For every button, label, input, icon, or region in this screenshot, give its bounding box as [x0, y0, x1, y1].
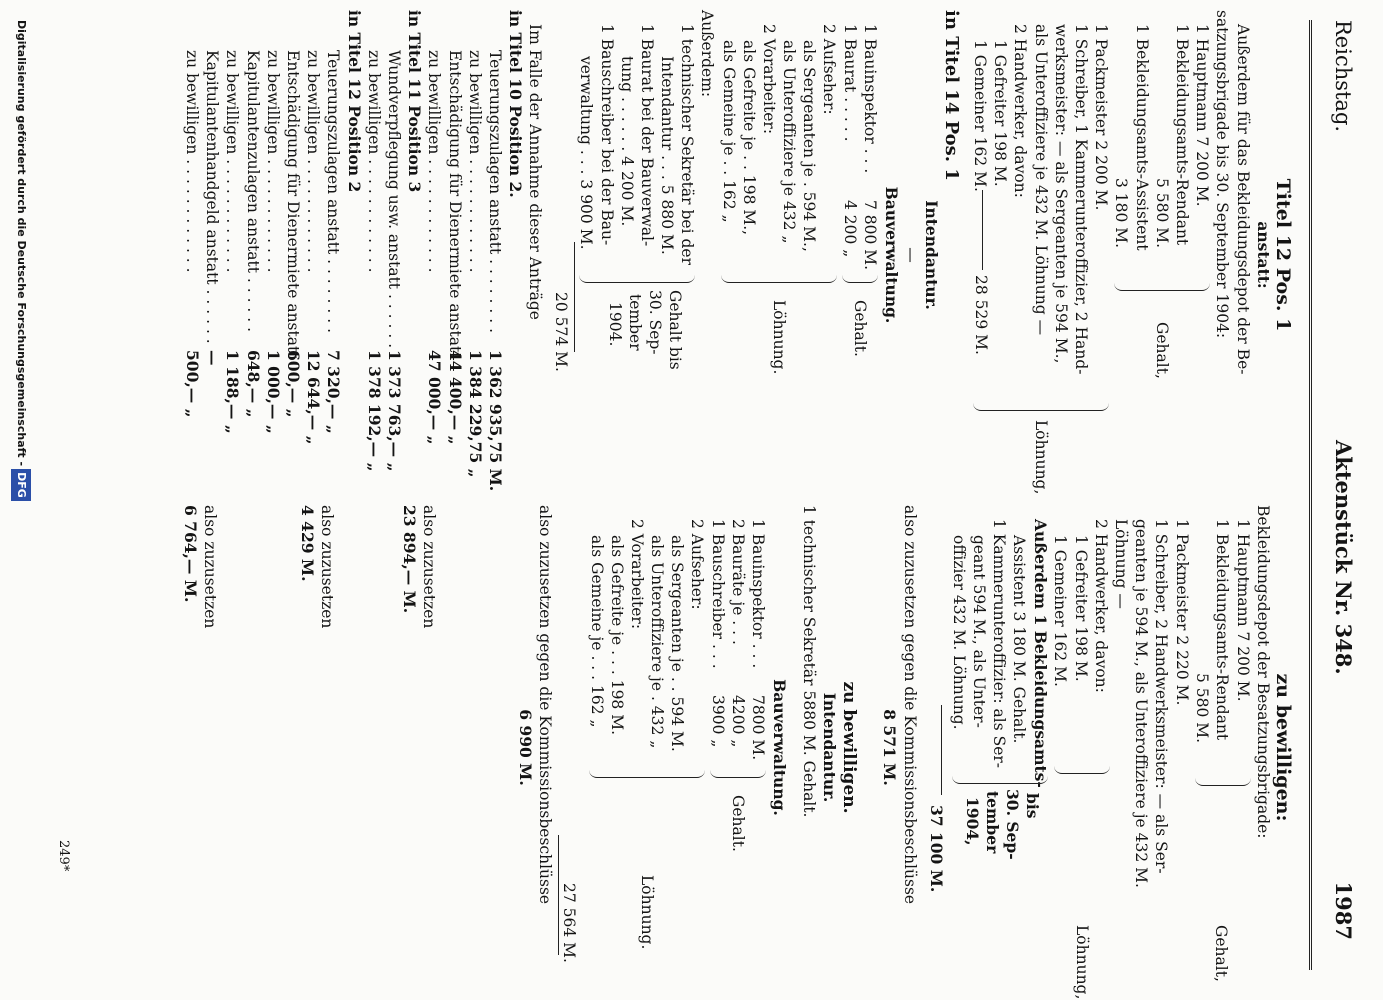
left-item2-5: 1 Gefreiter 198 M. — [991, 40, 1010, 187]
left-auf-label: Löhnung. — [770, 300, 789, 375]
right-item1-0: 1 Hauptmann 7 200 M. — [1233, 519, 1252, 702]
page-footer-number: 249* — [56, 840, 71, 872]
left-bau-1 — [840, 10, 860, 500]
final-row-label: Kapitulantenzulagen anstatt . . . . . . — [243, 50, 262, 333]
right-auf-label: Löhnung. — [638, 875, 657, 950]
right-also2-val: 6 990 M. — [516, 709, 536, 786]
right-auf-3: 2 Vorarbeiter: — [627, 519, 646, 630]
right-gehalt: Gehalt, — [1211, 925, 1230, 982]
left-item1-1: 1 Bekleidungsamts-Rendant — [1173, 24, 1192, 246]
final-row — [384, 10, 404, 500]
right-aus-0: Außerdem 1 Bekleidungsamts- — [1030, 519, 1050, 788]
final-row-value: 7 320,— „ — [324, 350, 344, 434]
final-row-label: Teuerungszulagen anstatt . . . . . . . . — [485, 50, 504, 334]
right-result-0 — [399, 505, 439, 628]
right-bau-1 — [728, 505, 748, 990]
left-bau-brace — [843, 272, 879, 283]
left-intro-1: Außerdem für das Bekleidungsdepot der Be- — [1233, 24, 1252, 375]
final-row — [283, 10, 303, 500]
right-auf-2: als Unteroffiziere je . 432 „ — [648, 535, 667, 749]
right-spacer-2 — [789, 505, 799, 990]
left-bau-0-label: 1 Bauinspektor . . . — [861, 24, 880, 174]
left-extra-label-1: 30. Sep- — [646, 290, 665, 355]
left-item2-2: werksmeister: — als Sergeanten je 594 M., — [1051, 24, 1070, 364]
final-row-label: Entschädigung für Dienermiete anstatt — [284, 50, 303, 359]
right-brace-1 — [1195, 773, 1251, 786]
left-in-title14: in Titel 14 Pos. 1 — [941, 10, 963, 181]
final-row — [465, 10, 485, 500]
right-title: zu bewilligen: — [1272, 673, 1294, 822]
right-items2-block — [1050, 505, 1192, 1000]
left-title: Titel 12 Pos. 1 — [1272, 178, 1294, 332]
left-bau-gehalt: Gehalt. — [851, 300, 870, 357]
right-item1-1: 1 Bekleidungsamts-Rendant — [1213, 519, 1232, 741]
final-row — [444, 10, 464, 500]
right-item2-6: 1 Gemeiner 162 M. — [1051, 535, 1070, 687]
dfg-logo: DFG — [11, 469, 31, 501]
final-row — [323, 10, 343, 500]
right-bau-0-label: 1 Bauinspektor . . . — [749, 519, 768, 669]
right-items1-block — [1192, 505, 1253, 990]
right-also2: also zuzusetzen gegen die Kommissionsbeschlüsse — [536, 505, 555, 905]
final-row — [343, 10, 363, 500]
right-item2-2: geanten je 594 M., als Unteroffiziere je 432 M. — [1132, 519, 1151, 888]
right-aus-2: 1 Kammerunteroffizier: als Ser- — [990, 519, 1009, 769]
right-aus-brace — [952, 773, 1048, 784]
right-item2-3: Löhnung — — [1112, 519, 1131, 609]
right-bau-0-amt: 7800 M. — [749, 695, 768, 761]
left-gehalt: Gehalt, — [1153, 322, 1172, 379]
right-intro: Bekleidungsdepot der Besatzungsbrigade: — [1253, 505, 1272, 839]
final-row — [182, 10, 202, 500]
final-row-label: in Titel 11 Position 3 — [405, 10, 425, 193]
left-item2-6: 1 Gemeiner 162 M. — [971, 40, 990, 192]
final-row-label: zu bewilligen . . . . . . . . . . . . — [465, 50, 484, 273]
left-anstatt: anstatt: — [1253, 221, 1273, 289]
right-loehnung: Löhnung, — [1072, 925, 1091, 1000]
right-tech: 1 technischer Sekretär 5880 M. Gehalt. — [799, 505, 818, 818]
right-result-1 — [297, 505, 337, 628]
final-row-label: zu bewilligen . . . . . . . . . . . . — [364, 50, 383, 273]
right-aus-label-3: 1904, — [962, 797, 982, 846]
left-auf-2: als Unteroffiziere je 432 „ — [780, 40, 799, 244]
left-item1-3: 1 Bekleidungsamts-Assistent — [1132, 24, 1151, 251]
left-items2-block — [969, 10, 1111, 500]
right-item1-2: 5 580 M. — [1193, 673, 1212, 744]
final-row-value: 600,— „ — [284, 350, 304, 418]
right-bau-gehalt: Gehalt. — [729, 795, 748, 852]
right-result-1-val: 4 429 M. — [297, 505, 317, 582]
left-bau-1-amt: 4 200 „ — [841, 200, 860, 258]
right-aus-label-2: tember — [982, 791, 1002, 854]
final-row-value: 44 400,— „ — [445, 350, 465, 445]
left-auf-3: 2 Vorarbeiter: — [759, 24, 778, 135]
right-also1-val: 8 571 M. — [880, 709, 900, 786]
final-row-label: zu bewilligen . . . . . . . . . . . . — [183, 50, 202, 273]
left-bau-block — [840, 10, 881, 500]
right-aus-3: geant 594 M., als Unter- — [970, 535, 989, 728]
left-extra-4: 1 Bauschreiber bei der Bau- — [597, 24, 616, 246]
left-intendantur: Intendantur. — [922, 200, 942, 310]
left-ausserdem: Außerdem: — [698, 10, 717, 98]
right-spacer-1 — [859, 505, 879, 990]
right-bau-2-label: 1 Bauschreiber . . . — [709, 519, 728, 669]
left-intro-2: satzungsbrigade bis 30. September 1904: — [1213, 10, 1232, 339]
final-row — [303, 10, 323, 500]
left-extra-1: Intendantur . . . 5 880 M. — [658, 56, 677, 255]
left-final-intro: Im Falle der Annahme dieser Anträge — [526, 24, 545, 320]
final-row — [364, 10, 384, 500]
left-loehnung: Löhnung, — [1032, 420, 1051, 495]
right-item2-1: 1 Schreiber, 2 Handwerksmeister: — als Ser- — [1152, 519, 1171, 874]
right-bau-brace — [711, 767, 767, 778]
right-bau-block — [708, 505, 769, 990]
final-row — [505, 10, 525, 500]
right-column — [180, 505, 1294, 1000]
right-result-2-val: 6 764,— M. — [180, 505, 200, 603]
left-sum2-rule — [574, 242, 575, 352]
right-result-1-text: also zuzusetzen — [318, 505, 337, 629]
left-extra-2: 1 Baurat bei der Bauverwal- — [637, 24, 656, 247]
left-brace-2 — [973, 400, 1109, 411]
right-result-0-text: also zuzusetzen — [420, 505, 439, 629]
left-bau-0-amt: 7 800 M. — [861, 200, 880, 271]
final-row-label: Wundverpflegung usw. anstatt . . . . . . — [385, 50, 403, 349]
final-row-label: Kapitulantenhandgeld anstatt . . . . . . — [203, 50, 222, 344]
left-auf-4: als Gefreite je . . 198 M., — [739, 40, 758, 236]
right-bau-2 — [708, 505, 728, 990]
final-row-label: zu bewilligen . . . . . . . . . . . . — [223, 50, 242, 273]
right-sum1: 37 100 M. — [926, 805, 946, 893]
right-bauverwaltung: Bauverwaltung. — [769, 679, 789, 816]
left-sum2: 20 574 M. — [552, 292, 571, 372]
right-aufseher-block — [586, 505, 708, 990]
right-also1: also zuzusetzen gegen die Kommissionsbeschlüsse — [900, 505, 919, 905]
left-item2-4: 2 Handwerker, davon: — [1011, 24, 1030, 198]
left-extra-label-3: 1904. — [606, 302, 625, 347]
right-auf-brace — [590, 767, 706, 778]
right-sum1-rule — [941, 705, 942, 795]
final-row-value: 1 362 935,75 M. — [485, 350, 505, 492]
right-brace-2 — [1054, 763, 1110, 774]
final-row-value: 648,— „ — [243, 350, 263, 418]
header-rule — [1309, 20, 1312, 970]
final-row-value: 1 384 229,75 „ — [465, 350, 485, 478]
left-bauverwaltung: Bauverwaltung. — [881, 186, 901, 324]
left-auf-0: 2 Aufseher: — [820, 24, 839, 115]
final-row-value: 1 378 192,— „ — [364, 350, 384, 472]
final-row — [202, 10, 222, 500]
final-row-value: 1 373 763,— „ — [385, 350, 404, 472]
left-in-title14-row — [941, 10, 961, 500]
right-aus-1: Assistent 3 180 M. Gehalt. — [1010, 535, 1029, 744]
final-row-value: — — [203, 350, 223, 366]
left-item2-0: 1 Packmeister 2 200 M. — [1092, 24, 1111, 211]
right-aus-4: offizier 432 M. Löhnung. — [949, 535, 968, 730]
left-auf-1: als Sergeanten je . 594 M., — [800, 40, 819, 252]
left-extra-label-0: Gehalt bis — [666, 290, 685, 370]
left-aufseher-block — [718, 10, 840, 500]
header-left: Reichstag. — [1331, 20, 1355, 133]
header-center: Aktenstück Nr. 348. — [1331, 440, 1356, 675]
left-items1-block — [1111, 10, 1212, 500]
right-auf-4: als Gefreite je . . . 198 M. — [607, 535, 626, 736]
left-sum1: 28 529 M. — [972, 275, 991, 355]
right-zu-bewilligen-2: zu bewilligen. — [839, 681, 860, 814]
final-row-value: 1 000,— „ — [263, 350, 283, 434]
left-auf-5: als Gemeine je . . 162 „ — [719, 40, 738, 223]
left-spacer — [961, 10, 969, 500]
left-extra-3: tung . . . . . . 4 200 M. — [617, 56, 636, 227]
right-sum2-block — [556, 505, 586, 990]
left-auf-brace — [722, 272, 838, 283]
right-aus-label-1: 30. Sep- — [1002, 789, 1022, 860]
right-bau-2-amt: 3900 „ — [709, 695, 728, 748]
left-extra-brace — [579, 272, 695, 283]
right-bau-1-label: 2 Bauräte je . . . — [729, 519, 748, 645]
final-row-label: zu bewilligen . . . . . . . . . . . . — [263, 50, 282, 273]
left-extra-label-2: tember — [626, 294, 645, 351]
left-sum1-rule — [982, 190, 983, 270]
right-aus-label-0: bis — [1022, 793, 1042, 819]
right-result-2-text: also zuzusetzen — [201, 505, 220, 629]
right-result-2 — [180, 505, 220, 628]
left-item2-3: als Unteroffiziere je 432 M. Löhnung — — [1031, 24, 1050, 336]
final-rows — [182, 10, 525, 500]
right-auf-5: als Gemeine je . . . 162 „ — [587, 535, 606, 728]
right-intendantur: Intendantur. — [820, 692, 840, 803]
final-row-value: 12 644,— „ — [304, 350, 324, 445]
left-bau-1-label: 1 Baurat . . . . . — [841, 24, 860, 142]
left-bau-0 — [860, 10, 880, 500]
left-item1-0: 1 Hauptmann 7 200 M. — [1193, 24, 1212, 207]
page-header — [1319, 20, 1359, 970]
final-row-value: 1 188,— „ — [223, 350, 243, 434]
left-sum2-block — [545, 10, 575, 500]
left-extra-5: verwaltung . . . 3 900 M. — [577, 56, 596, 250]
left-item1-4: 3 180 M. — [1112, 178, 1131, 249]
final-row-label: zu bewilligen . . . . . . . . . . . . — [304, 50, 323, 273]
final-row — [222, 10, 242, 500]
left-dash: — — [901, 247, 920, 263]
left-extra-block — [575, 10, 697, 500]
left-item1-2: 5 580 M. — [1152, 178, 1171, 249]
right-item2-5: 1 Gefreiter 198 M. — [1071, 535, 1090, 682]
final-row — [263, 10, 283, 500]
final-row — [485, 10, 505, 500]
final-row-label: zu bewilligen . . . . . . . . . . . . — [425, 50, 444, 273]
right-item2-4: 2 Handwerker, davon: — [1091, 519, 1110, 693]
header-page-number: 1987 — [1331, 881, 1356, 940]
final-row — [404, 10, 424, 500]
footer-text: Digitalisierung gefördert durch die Deutsche Forschungsgemeinschaft - — [15, 20, 28, 467]
digitization-footer — [11, 20, 31, 501]
right-results-block — [180, 505, 515, 990]
final-row-label: Entschädigung für Dienermiete anstatt — [445, 50, 464, 359]
final-row — [424, 10, 444, 500]
left-item2-1: 1 Schreiber, 1 Kammerunteroffizier, 2 Hand- — [1072, 24, 1091, 375]
final-row-label: in Titel 10 Position 2. — [506, 10, 526, 198]
final-row-value: 500,— „ — [183, 350, 203, 418]
left-brace-1 — [1114, 278, 1210, 291]
right-auf-0: 2 Aufseher: — [688, 519, 707, 610]
left-column — [182, 10, 1293, 500]
left-extra-0: 1 technischer Sekretär bei der — [678, 24, 697, 265]
right-ausserdem-block — [946, 505, 1050, 990]
right-sum1-block — [920, 505, 946, 990]
right-bau-1-amt: 4200 „ — [729, 695, 748, 748]
final-row-label: Teuerungszulagen anstatt . . . . . . . . — [324, 50, 343, 334]
final-row-label: in Titel 12 Position 2 — [344, 10, 364, 193]
right-result-0-val: 23 894,— M. — [399, 505, 419, 614]
right-item2-0: 1 Packmeister 2 220 M. — [1172, 519, 1191, 706]
right-auf-1: als Sergeanten je . . 594 M. — [668, 535, 687, 752]
right-sum2: 27 564 M. — [560, 883, 579, 963]
right-bau-0 — [748, 505, 768, 990]
final-row — [243, 10, 263, 500]
final-row-value: 47 000,— „ — [425, 350, 445, 445]
